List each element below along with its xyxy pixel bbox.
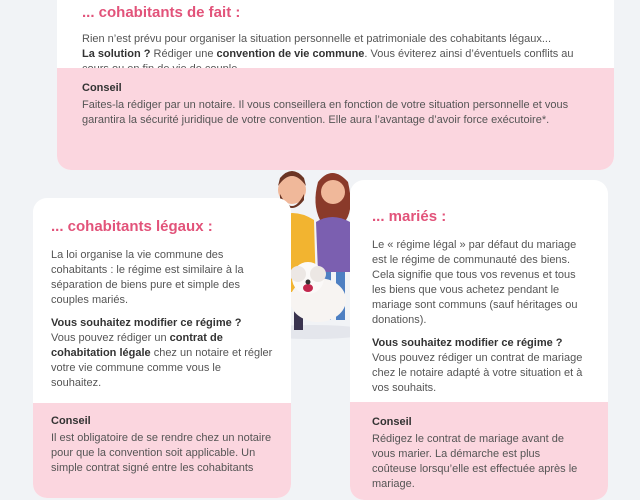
solution-pre: Rédiger une: [150, 48, 217, 60]
conseil-text: Faites-la rédiger par un notaire. Il vous conseillera en fonction de votre situation personnelle et vous garantira la sécurité juridique de votre convention. Elle aura l’avantage d’avoir force exécutoire*.: [82, 99, 569, 126]
conseil-title: Conseil: [51, 415, 91, 427]
p2-bold: contrat de cohabitation légale: [51, 332, 223, 359]
text-block-maries: [372, 238, 587, 396]
conseil-box-fait: [57, 68, 614, 170]
p2-post: chez un notaire et régler votre vie commune comme vous le souhaitez.: [51, 347, 273, 389]
conseil-box-legaux: [33, 403, 291, 498]
heading-cohabitants-legaux: ... cohabitants légaux :: [51, 218, 213, 235]
solution-post: . Vous éviterez ainsi d’éventuels conflits au: [364, 48, 574, 60]
p2-maries: Vous pouvez rédiger un contrat de mariage chez le notaire adapté à votre situation et à vos souhaits.: [372, 352, 583, 394]
p2-pre: Vous pouvez rédiger un: [51, 332, 170, 344]
paragraph-legaux: La loi organise la vie commune des cohabitants : le régime est similaire à la séparation de biens pure et simple des couples mariés.: [51, 249, 244, 306]
heading-cohabitants-de-fait: ... cohabitants de fait :: [82, 4, 241, 21]
conseil-text: Il est obligatoire de se rendre chez un notaire pour que la convention soit applicable. Un simple contrat signé entre les cohabitants: [51, 432, 272, 474]
question-legaux: Vous souhaitez modifier ce régime ?: [51, 317, 242, 329]
conseil-text: Rédigez le contrat de mariage avant de vous marier. La démarche est plus coûteuse lorsqu’elle est effectuée après le mariage.: [372, 433, 578, 490]
solution-label: La solution ?: [82, 48, 151, 60]
text-block-legaux: [51, 248, 273, 391]
question-maries: Vous souhaitez modifier ce régime ?: [372, 337, 563, 349]
conseil-box-maries: [350, 402, 608, 500]
solution-bold: convention de vie commune: [216, 48, 365, 60]
card-maries: [350, 180, 608, 500]
paragraph-fait: Rien n’est prévu pour organiser la situation personnelle et patrimoniale des cohabitants légaux...: [82, 33, 552, 45]
paragraph-maries: Le « régime légal » par défaut du mariage est le régime de communauté des biens. Cela signifie que tous vos revenus et tous les biens que vous achetez pendant le mariage sont communs (sauf héritages ou donations).: [372, 239, 578, 326]
heading-maries: ... mariés :: [372, 208, 447, 225]
card-cohabitants-de-fait: [57, 0, 614, 170]
conseil-title: Conseil: [82, 82, 122, 94]
card-cohabitants-legaux: [33, 198, 291, 498]
conseil-title: Conseil: [372, 416, 412, 428]
